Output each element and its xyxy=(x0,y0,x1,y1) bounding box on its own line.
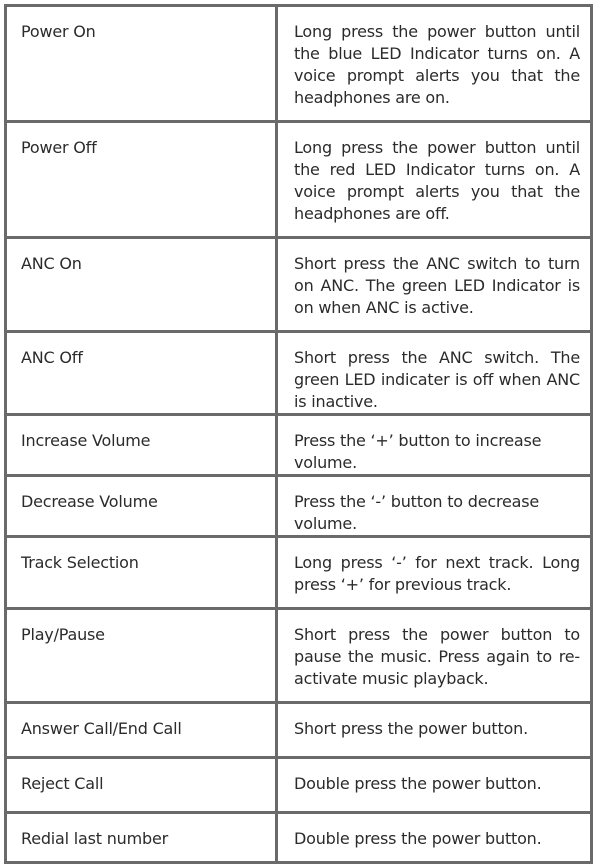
table-row xyxy=(6,415,592,476)
table-row xyxy=(6,609,592,703)
action-cell: Decrease Volume xyxy=(6,476,277,537)
table-row xyxy=(6,703,592,758)
description-cell: Long press the power button until the blue LED Indicator turns on. A voice prompt alerts you that the headphones are on. xyxy=(277,6,592,122)
table-row xyxy=(6,238,592,332)
description-cell: Short press the power button. xyxy=(277,703,592,758)
description-cell: Short press the ANC switch to turn on ANC. The green LED Indicator is on when ANC is active. xyxy=(277,238,592,332)
controls-table-body xyxy=(6,6,592,863)
action-cell: Increase Volume xyxy=(6,415,277,476)
description-cell: Press the ‘-’ button to decrease volume. xyxy=(277,476,592,537)
action-cell: Answer Call/End Call xyxy=(6,703,277,758)
action-cell: Power On xyxy=(6,6,277,122)
table-row xyxy=(6,122,592,238)
controls-table xyxy=(4,4,593,864)
action-cell: Track Selection xyxy=(6,537,277,609)
table-row xyxy=(6,476,592,537)
action-cell: Reject Call xyxy=(6,758,277,813)
table-row xyxy=(6,332,592,415)
description-cell: Double press the power button. xyxy=(277,758,592,813)
description-cell: Double press the power button. xyxy=(277,813,592,863)
action-cell: ANC On xyxy=(6,238,277,332)
description-cell: Short press the ANC switch. The green LED indicater is off when ANC is inactive. xyxy=(277,332,592,415)
action-cell: Redial last number xyxy=(6,813,277,863)
description-cell: Press the ‘+’ button to increase volume. xyxy=(277,415,592,476)
table-row xyxy=(6,6,592,122)
action-cell: ANC Off xyxy=(6,332,277,415)
table-row xyxy=(6,758,592,813)
description-cell: Long press the power button until the red LED Indicator turns on. A voice prompt alerts you that the headphones are off. xyxy=(277,122,592,238)
action-cell: Power Off xyxy=(6,122,277,238)
table-row xyxy=(6,537,592,609)
table-row xyxy=(6,813,592,863)
action-cell: Play/Pause xyxy=(6,609,277,703)
description-cell: Short press the power button to pause the music. Press again to re-activate music playback. xyxy=(277,609,592,703)
description-cell: Long press ‘-’ for next track. Long press ‘+’ for previous track. xyxy=(277,537,592,609)
